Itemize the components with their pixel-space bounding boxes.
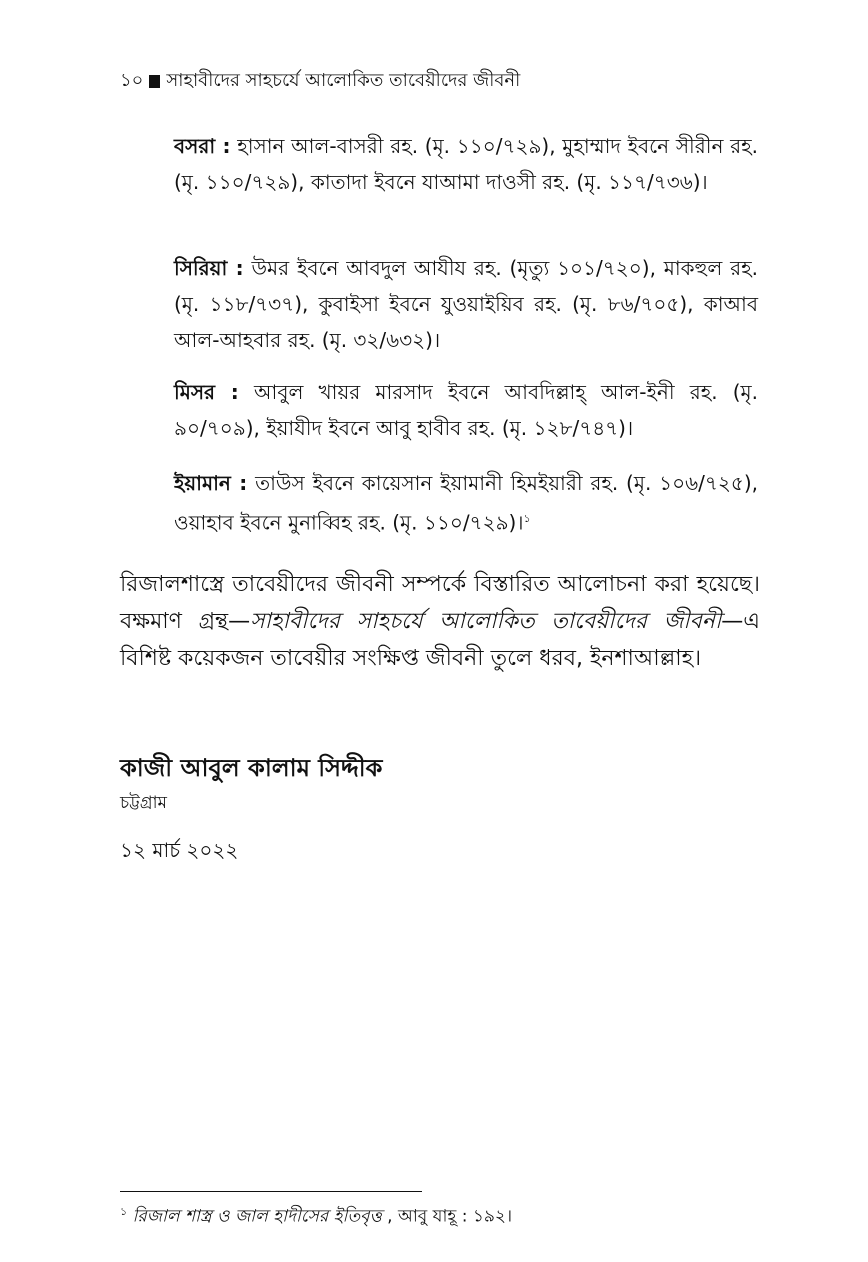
entry-text: উমর ইবনে আবদুল আযীয রহ. (মৃত্যু ১০১/৭২০), মাকহুল রহ. (মৃ. ১১৮/৭৩৭), কুবাইসা ইবনে যুওয়াইয়িব রহ. (মৃ. ৮৬/৭০৫), কাআব আল-আহবার রহ. (মৃ. ৩২/৬৩২)। [174, 256, 758, 352]
page-number: ১০ [120, 70, 144, 91]
entry-text: আবুল খায়র মারসাদ ইবনে আবদিল্লাহ্ আল-ইনী রহ. (মৃ. ৯০/৭০৯), ইয়াযীদ ইবনে আবু হাবীব রহ. (মৃ. ১২৮/৭৪৭)। [174, 380, 758, 440]
entry-text: তাউস ইবনে কায়েসান ইয়ামানী হিমইয়ারী রহ. (মৃ. ১০৬/৭২৫), ওয়াহাব ইবনে মুনাব্বিহ রহ. (মৃ. ১১০/৭২৯)। [174, 471, 758, 535]
signature-date: ১২ মার্চ ২০২২ [120, 838, 239, 862]
footnote [120, 1203, 512, 1232]
entry-label: বসরা : [174, 134, 231, 158]
paragraph-text-before: রিজালশাস্ত্রে তাবেয়ীদের জীবনী সম্পর্কে বিস্তারিত আলোচনা করা হয়েছে। বক্ষমাণ গ্রন্থ— [120, 572, 760, 634]
entry-label: সিরিয়া : [174, 256, 244, 280]
body-paragraph [120, 566, 760, 677]
entry-label: ইয়ামান : [174, 471, 248, 495]
footnote-reference[interactable]: ১ [523, 512, 531, 525]
book-title: সাহাবীদের সাহচর্যে আলোকিত তাবেয়ীদের জীবনী [250, 609, 722, 634]
footnote-book-title: রিজাল শাস্ত্র ও জাল হাদীসের ইতিবৃত্ত [132, 1206, 382, 1227]
footnote-mark: ১ [120, 1205, 128, 1218]
entry-label: মিসর : [174, 380, 239, 404]
running-title: সাহাবীদের সাহচর্যে আলোকিত তাবেয়ীদের জীবনী [166, 70, 521, 91]
author-name: কাজী আবুল কালাম সিদ্দীক [120, 754, 383, 782]
footnote-divider [120, 1191, 422, 1192]
author-place: চট্টগ্রাম [120, 793, 167, 813]
footnote-text: , আবু যাহূ : ১৯২। [381, 1206, 513, 1227]
entry-egypt [174, 374, 758, 446]
entry-basra [174, 128, 758, 200]
square-bullet-icon [149, 75, 160, 88]
entry-text: হাসান আল-বাসরী রহ. (মৃ. ১১০/৭২৯), মুহাম্মাদ ইবনে সীরীন রহ. (মৃ. ১১০/৭২৯), কাতাদা ইবনে যাআমা দাওসী রহ. (মৃ. ১১৭/৭৩৬)। [174, 134, 758, 194]
running-header [120, 66, 520, 97]
paragraph-text-after: —এ বিশিষ্ট কয়েকজন তাবেয়ীর সংক্ষিপ্ত জীবনী তুলে ধরব, ইনশাআল্লাহ। [120, 609, 760, 671]
entry-syria [174, 250, 758, 358]
entry-yemen [174, 465, 758, 541]
